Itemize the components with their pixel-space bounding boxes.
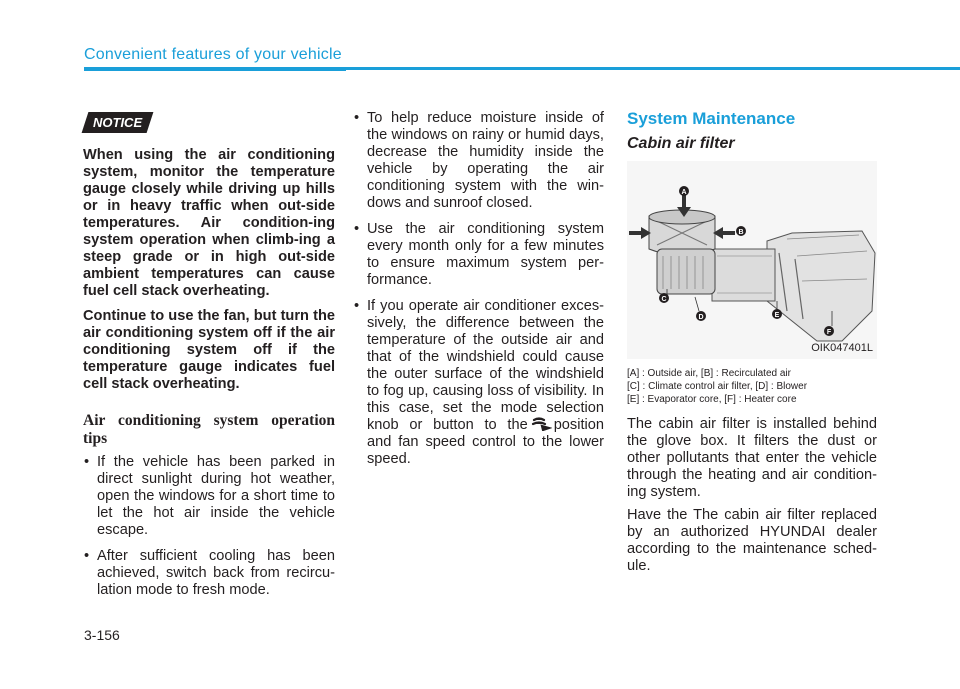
notice-badge: NOTICE — [82, 112, 154, 133]
hvac-unit-illustration — [627, 161, 877, 359]
tips-list-left — [83, 454, 335, 599]
cabin-air-filter-diagram — [627, 161, 877, 359]
diagram-label-c: C — [661, 296, 667, 303]
figure-caption — [627, 367, 877, 406]
diagram-label-d: D — [698, 314, 704, 321]
column-left — [83, 112, 335, 608]
section-title: System Maintenance — [627, 109, 796, 128]
header-rule-accent — [84, 67, 346, 71]
caption-line: [C] : Climate control air filter, [D] : Blower — [627, 381, 808, 392]
list-item: • To help reduce moisture inside of the windows on rainy or humid days, decrease the humidity inside the vehicle by operating the air conditioning system with the win-dows and sunroof closed. — [354, 110, 604, 211]
defrost-mode-icon — [530, 417, 552, 431]
list-item: • Use the air conditioning system every month only for a few minutes to ensure maximum system per-formance. — [354, 221, 604, 288]
column-middle — [353, 110, 604, 477]
page-header-title: Convenient features of your vehicle — [84, 46, 342, 63]
figure-code: OIK047401L — [811, 342, 873, 354]
list-item: • If you operate air conditioner exces-sively, the difference between the temperature of the outside air and that of the windshield could cause the outer surface of the windshield to fog up, causing loss of visibility. In this case, set the mode selection knob or button to the position and fan speed control to the lower speed. — [354, 298, 604, 467]
caption-line: [E] : Evaporator core, [F] : Heater core — [627, 394, 797, 405]
maintenance-body — [627, 416, 877, 575]
page-number: 3-156 — [84, 627, 120, 643]
maintenance-paragraph-2: Have the The cabin air filter replaced by an authorized HYUNDAI dealer according to the maintenance sched-ule. — [627, 507, 877, 574]
list-item: • If the vehicle has been parked in direct sunlight during hot weather, open the windows for a short time to let the hot air inside the vehicle escape. — [84, 454, 335, 538]
tips-heading: Air conditioning system operation tips — [83, 412, 335, 447]
list-item: • After sufficient cooling has been achieved, switch back from recircu-lation mode to fresh mode. — [84, 548, 335, 598]
diagram-label-b: B — [738, 229, 744, 236]
maintenance-paragraph-1: The cabin air filter is installed behind the glove box. It filters the dust or other pollutants that enter the vehicle through the heating and air condition-ing system. — [627, 416, 877, 500]
notice-paragraph-2: Continue to use the fan, but turn the air conditioning system off if the air conditioning system off if the temperature gauge indicates fuel cell stack overheating. — [83, 308, 335, 392]
notice-paragraph-1: When using the air conditioning system, monitor the temperature gauge closely while driving up hills or in heavy traffic when out-side temperatures. Air condition-ing system operation when climb-ing a steep grade or in high out-side ambient temperatures can cause fuel cell stack overheating. — [83, 147, 335, 299]
diagram-label-a: A — [681, 189, 687, 196]
tips-list-right — [353, 110, 604, 468]
column-right — [627, 110, 877, 581]
caption-line: [A] : Outside air, [B] : Recirculated air — [627, 368, 791, 379]
subsection-title: Cabin air filter — [627, 135, 735, 152]
diagram-label-e: E — [774, 312, 780, 319]
diagram-label-f: F — [826, 329, 832, 336]
